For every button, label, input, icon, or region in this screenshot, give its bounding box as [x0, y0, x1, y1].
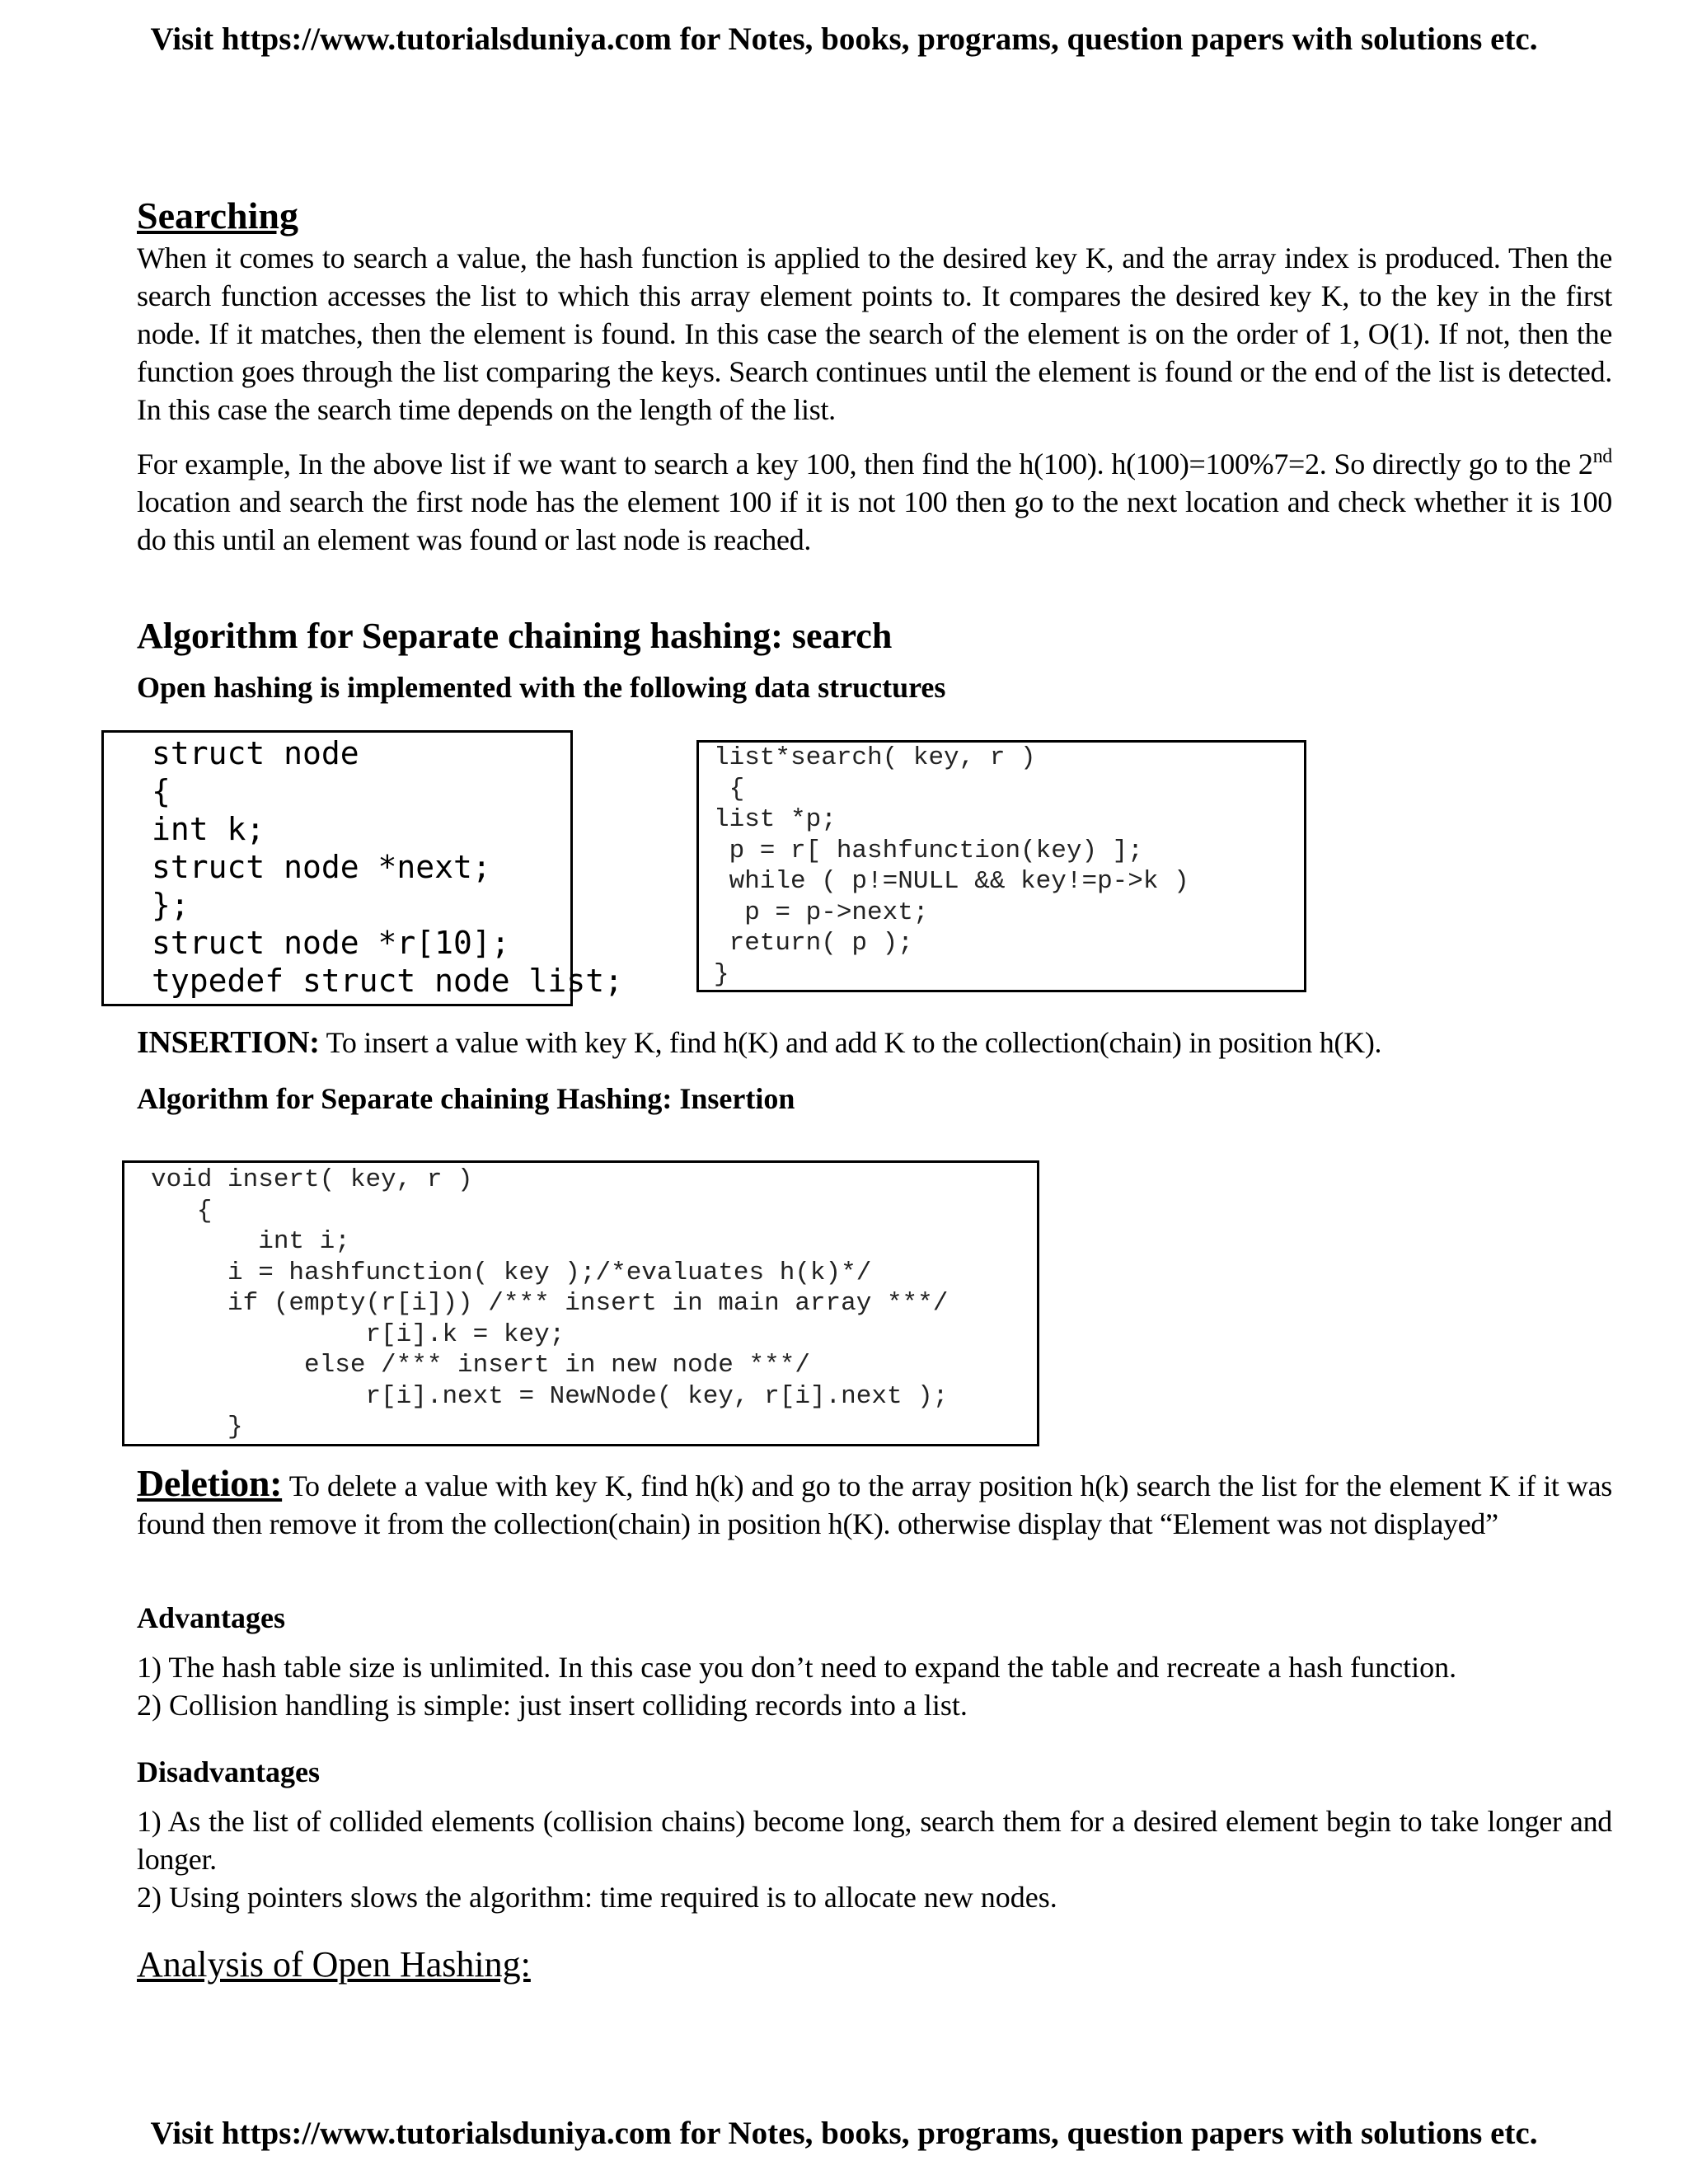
analysis-heading: Analysis of Open Hashing: [137, 1944, 531, 1985]
advantages-heading: Advantages [137, 1601, 286, 1634]
insertion-algorithm-heading: Algorithm for Separate chaining Hashing: Insertion [137, 1082, 795, 1115]
advantage-item-2: 2) Collision handling is simple: just insert colliding records into a list. [137, 1689, 968, 1722]
advantages-section [137, 1599, 1612, 1724]
struct-code: struct node { int k; struct node *next; }; struct node *r[10]; typedef struct node list; [152, 735, 623, 999]
disadvantages-heading: Disadvantages [137, 1755, 321, 1788]
struct-code-box [101, 730, 623, 1006]
insert-code: void insert( key, r ) { int i; i = hashfunction( key );/*evaluates h(k)*/ if (empty(r[i])) /*** insert in main array ***/ r[i].k = key; else /*** insert in new node ***/ r[i].next = NewNode( key, r[i].next ); } [151, 1165, 949, 1441]
algorithm-search-section [137, 614, 1612, 706]
search-code: list*search( key, r ) { list *p; p = r[ hashfunction(key) ]; while ( p!=NULL && key!=p->k ) p = p->next; return( p ); } [714, 743, 1189, 989]
insertion-section [137, 1024, 1612, 1118]
deletion-section [137, 1462, 1612, 1543]
example-text-end: location and search the first node has the element 100 if it is not 100 then go to the next location and check whether it is 100 do this until an element was found or last node is reached. [137, 485, 1612, 556]
disadvantages-section [137, 1753, 1612, 1916]
insertion-paragraph [137, 1024, 1612, 1062]
bottom-banner: Visit https://www.tutorialsduniya.com for Notes, books, programs, question papers with solutions etc. [150, 2116, 1538, 2151]
example-text-start: For example, In the above list if we want to search a key 100, then find the h(100). h(100)=100%7=2. So directly go to the 2 [137, 448, 1593, 480]
searching-section [137, 193, 1612, 559]
searching-paragraph: When it comes to search a value, the hash function is applied to the desired key K, and the array index is produced. Then the search function accesses the list to which this array element points to. It compares the desired key K, to the key in the first node. If it matches, then the element is found. In this case the search of the element is on the order of 1, O(1). If not, then the function goes through the list comparing the keys. Search continues until the element is found or the end of the list is detected. In this case the search time depends on the length of the list. [137, 241, 1612, 426]
disadvantage-item-1: 1) As the list of collided elements (collision chains) become long, search them for a desired element begin to take longer and longer. [137, 1805, 1612, 1876]
advantage-item-1: 1) The hash table size is unlimited. In this case you don’t need to expand the table and recreate a hash function. [137, 1651, 1457, 1684]
analysis-section [137, 1942, 1612, 1988]
searching-example-paragraph [137, 445, 1612, 559]
insert-code-box [122, 1160, 1039, 1446]
data-structures-subheading: Open hashing is implemented with the following data structures [137, 671, 946, 704]
deletion-paragraph [137, 1462, 1612, 1543]
searching-heading: Searching [137, 194, 298, 237]
deletion-label: Deletion: [137, 1462, 283, 1504]
insertion-text: To insert a value with key K, find h(K) and add K to the collection(chain) in position h(K). [319, 1026, 1382, 1059]
algorithm-search-heading: Algorithm for Separate chaining hashing: search [137, 616, 893, 656]
ordinal-suffix: nd [1592, 446, 1612, 467]
disadvantage-item-2: 2) Using pointers slows the algorithm: time required is to allocate new nodes. [137, 1881, 1057, 1914]
search-code-box [696, 740, 1306, 992]
top-banner: Visit https://www.tutorialsduniya.com for Notes, books, programs, question papers with solutions etc. [150, 21, 1538, 57]
deletion-text: To delete a value with key K, find h(k) and go to the array position h(k) search the list for the element K if it was found then remove it from the collection(chain) in position h(K). otherwise display that “Element was not displayed” [137, 1469, 1612, 1540]
insertion-label: INSERTION: [137, 1025, 320, 1060]
